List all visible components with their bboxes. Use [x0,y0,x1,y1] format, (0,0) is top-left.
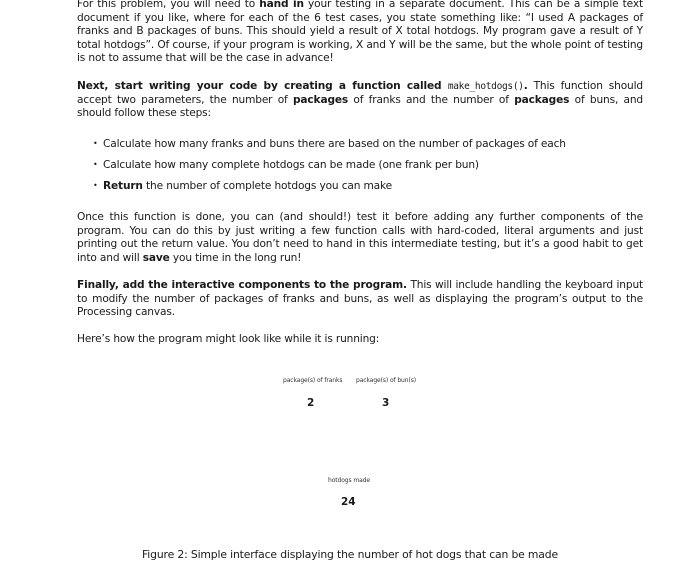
next-bold-period: . [523,80,528,92]
next-paragraph [77,80,643,121]
intro-text-1: For this problem, you will need to [77,0,260,10]
next-bold-packages-2: packages [514,93,570,106]
hotdogs-made-value: 24 [341,496,356,508]
heres-text: Here’s how the program might look like while it is running: [77,333,380,345]
franks-label: package(s) of franks [283,377,343,384]
figure-caption: Figure 2: Simple interface displaying the number of hot dogs that can be made [142,548,558,561]
intro-bold-hand-in: hand in [259,0,304,10]
once-text-1: Once this function is done, you can (and should!) test it before adding any further components of the program. You can do this by just writing a few function calls with hard-coded, literal arguments and just printing out the return value. You don’t need to hand in this intermediate testing, but it’s a good habit to get into and will [77,211,643,264]
buns-label: package(s) of bun(s) [356,377,416,384]
next-bold-lead: Next, start writing your code by creating a function called [77,80,448,92]
step-2-text: Calculate how many complete hotdogs can be made (one frank per bun) [103,159,479,171]
finally-text: This will include handling the keyboard input to modify the number of packages of franks and buns, as well as displaying the program’s output to the Processing canvas. [77,279,644,319]
franks-value: 2 [307,397,315,409]
intro-paragraph [77,0,643,66]
next-text-1: This function should accept two parameters, the number of [77,80,643,106]
finally-bold-lead: Finally, add the interactive components to the program. [77,279,407,291]
next-bold-packages-1: packages [292,93,349,106]
step-3-bold-return: Return [103,180,143,192]
once-bold-save: save [142,251,170,264]
next-text-2: of franks and the number of [348,93,515,106]
heres-paragraph [77,333,643,347]
hotdogs-made-label: hotdogs made [328,477,370,484]
step-3-text: the number of complete hotdogs you can make [142,180,392,192]
buns-value: 3 [382,397,390,409]
step-item-calculate-count [93,137,633,158]
intro-text-2: your testing in a separate document. This can be a simple text document if you like, where for each of the 6 test cases, you state something like: “I used A packages of franks and B packages of buns. This should yield a result of X total hotdogs. My program gave a result of Y total hotdogs”. Of course, if your program is working, X and Y will be the same, but the whole point of testing is not to assume that will be the case in advance! [77,0,643,65]
once-text-2: you time in the long run! [169,251,302,264]
finally-paragraph [77,279,643,320]
step-1-text: Calculate how many franks and buns there are based on the number of packages of each [103,138,566,150]
step-item-calculate-hotdogs [93,158,633,179]
function-name-code: make_hotdogs() [447,81,524,92]
once-paragraph [77,211,643,265]
next-text-3: of buns, and should follow these steps: [77,93,643,120]
step-item-return [93,179,633,200]
steps-list [93,137,633,200]
